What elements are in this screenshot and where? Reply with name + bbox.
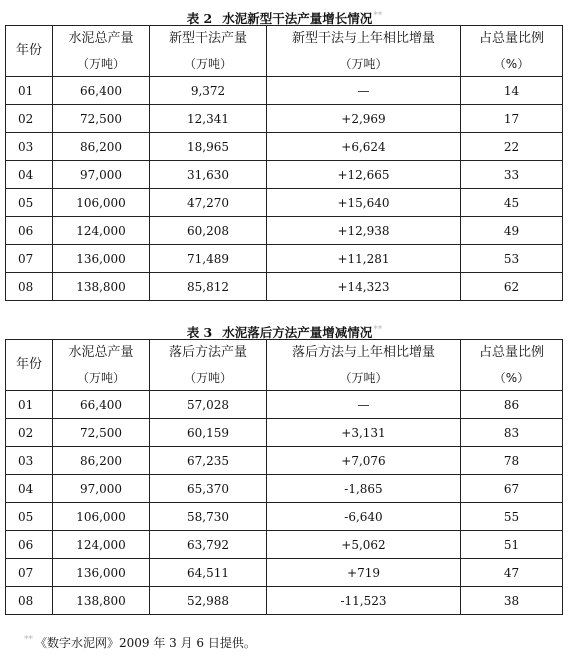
value-cell: +6,624: [267, 133, 461, 161]
year-cell: 02: [6, 105, 53, 133]
value-cell: 97,000: [53, 475, 150, 503]
table-3-footnote-mark: **: [373, 325, 383, 335]
column-header: [6, 26, 53, 77]
table-row: [6, 419, 563, 447]
column-header-unit: （万吨）: [339, 56, 388, 71]
column-header: [150, 26, 267, 77]
value-cell: 136,000: [53, 245, 150, 273]
table-row: [6, 161, 563, 189]
year-cell: 05: [6, 189, 53, 217]
year-cell: 06: [6, 531, 53, 559]
value-cell: 55: [461, 503, 563, 531]
value-cell: 18,965: [150, 133, 267, 161]
column-header-unit: （万吨）: [183, 56, 232, 71]
value-cell: 72,500: [53, 419, 150, 447]
column-header-unit: （万吨）: [76, 370, 125, 385]
table-row: [6, 475, 563, 503]
column-header-label: 年份: [15, 43, 42, 58]
value-cell: 78: [461, 447, 563, 475]
value-cell: 47: [461, 559, 563, 587]
year-cell: 08: [6, 273, 53, 301]
value-cell: -1,865: [267, 475, 461, 503]
value-cell: 71,489: [150, 245, 267, 273]
year-cell: 02: [6, 419, 53, 447]
column-header-unit: （万吨）: [76, 56, 125, 71]
table-2-number: 表 2: [186, 11, 213, 27]
column-header-unit: （万吨）: [339, 370, 388, 385]
table-row: [6, 105, 563, 133]
table-2-title: 水泥新型干法产量增长情况: [222, 11, 373, 27]
value-cell: 85,812: [150, 273, 267, 301]
value-cell: +11,281: [267, 245, 461, 273]
year-cell: 07: [6, 245, 53, 273]
column-header-label: 占总量比例: [478, 344, 544, 360]
column-header-unit: （%）: [493, 56, 530, 71]
value-cell: 136,000: [53, 559, 150, 587]
value-cell: 38: [461, 587, 563, 615]
table-3: [5, 339, 563, 615]
value-cell: 63,792: [150, 531, 267, 559]
value-cell: 52,988: [150, 587, 267, 615]
table-row: [6, 447, 563, 475]
value-cell: 49: [461, 217, 563, 245]
value-cell: +12,665: [267, 161, 461, 189]
value-cell: 58,730: [150, 503, 267, 531]
value-cell: 72,500: [53, 105, 150, 133]
table-row: [6, 273, 563, 301]
value-cell: 86: [461, 391, 563, 419]
header-row: [6, 26, 563, 77]
column-header-label: 落后方法与上年相比增量: [291, 344, 435, 360]
year-cell: 08: [6, 587, 53, 615]
year-cell: 06: [6, 217, 53, 245]
value-cell: +14,323: [267, 273, 461, 301]
value-cell: 64,511: [150, 559, 267, 587]
table-2-caption: [0, 9, 569, 26]
value-cell: 106,000: [53, 503, 150, 531]
column-header: [461, 340, 563, 391]
value-cell: 45: [461, 189, 563, 217]
column-header: [53, 340, 150, 391]
value-cell: 17: [461, 105, 563, 133]
value-cell: 67: [461, 475, 563, 503]
column-header: [53, 26, 150, 77]
value-cell: —: [267, 391, 461, 419]
table-row: [6, 559, 563, 587]
value-cell: 124,000: [53, 531, 150, 559]
value-cell: +7,076: [267, 447, 461, 475]
table-3-number: 表 3: [186, 325, 213, 341]
value-cell: +719: [267, 559, 461, 587]
table-row: [6, 217, 563, 245]
column-header-label: 新型干法与上年相比增量: [291, 30, 435, 46]
column-header: [267, 26, 461, 77]
column-header-label: 年份: [15, 357, 42, 372]
value-cell: 53: [461, 245, 563, 273]
footnote: [24, 633, 256, 650]
table-row: [6, 391, 563, 419]
value-cell: +3,131: [267, 419, 461, 447]
value-cell: —: [267, 77, 461, 105]
value-cell: 47,270: [150, 189, 267, 217]
table-3-title: 水泥落后方法产量增减情况: [222, 325, 373, 341]
value-cell: 33: [461, 161, 563, 189]
column-header-label: 新型干法产量: [168, 30, 247, 46]
value-cell: 106,000: [53, 189, 150, 217]
value-cell: 14: [461, 77, 563, 105]
value-cell: 66,400: [53, 77, 150, 105]
year-cell: 03: [6, 133, 53, 161]
value-cell: 138,800: [53, 273, 150, 301]
table-row: [6, 189, 563, 217]
column-header: [6, 340, 53, 391]
value-cell: 67,235: [150, 447, 267, 475]
header-row: [6, 340, 563, 391]
value-cell: 60,208: [150, 217, 267, 245]
value-cell: 86,200: [53, 133, 150, 161]
value-cell: 31,630: [150, 161, 267, 189]
table-row: [6, 77, 563, 105]
table-row: [6, 503, 563, 531]
value-cell: 65,370: [150, 475, 267, 503]
value-cell: 9,372: [150, 77, 267, 105]
value-cell: -11,523: [267, 587, 461, 615]
value-cell: 138,800: [53, 587, 150, 615]
value-cell: 57,028: [150, 391, 267, 419]
column-header: [150, 340, 267, 391]
footnote-text: 《数字水泥网》2009 年 3 月 6 日提供。: [35, 636, 256, 650]
value-cell: +12,938: [267, 217, 461, 245]
year-cell: 03: [6, 447, 53, 475]
year-cell: 04: [6, 475, 53, 503]
year-cell: 01: [6, 77, 53, 105]
value-cell: 124,000: [53, 217, 150, 245]
table-row: [6, 587, 563, 615]
value-cell: 51: [461, 531, 563, 559]
table-2: [5, 25, 563, 301]
table-3-caption: [0, 323, 569, 340]
table-2-footnote-mark: **: [373, 11, 383, 21]
column-header: [267, 340, 461, 391]
year-cell: 01: [6, 391, 53, 419]
value-cell: 12,341: [150, 105, 267, 133]
column-header: [461, 26, 563, 77]
column-header-label: 落后方法产量: [168, 344, 247, 360]
year-cell: 04: [6, 161, 53, 189]
value-cell: +5,062: [267, 531, 461, 559]
column-header-label: 占总量比例: [478, 30, 544, 46]
value-cell: 60,159: [150, 419, 267, 447]
table-row: [6, 245, 563, 273]
column-header-unit: （万吨）: [183, 370, 232, 385]
column-header-label: 水泥总产量: [68, 30, 134, 46]
value-cell: +15,640: [267, 189, 461, 217]
value-cell: 83: [461, 419, 563, 447]
value-cell: 86,200: [53, 447, 150, 475]
value-cell: 97,000: [53, 161, 150, 189]
value-cell: 22: [461, 133, 563, 161]
table-row: [6, 531, 563, 559]
value-cell: 66,400: [53, 391, 150, 419]
value-cell: +2,969: [267, 105, 461, 133]
year-cell: 07: [6, 559, 53, 587]
value-cell: 62: [461, 273, 563, 301]
footnote-mark: **: [24, 635, 33, 645]
table-row: [6, 133, 563, 161]
value-cell: -6,640: [267, 503, 461, 531]
column-header-unit: （%）: [493, 370, 530, 385]
year-cell: 05: [6, 503, 53, 531]
column-header-label: 水泥总产量: [68, 344, 134, 360]
